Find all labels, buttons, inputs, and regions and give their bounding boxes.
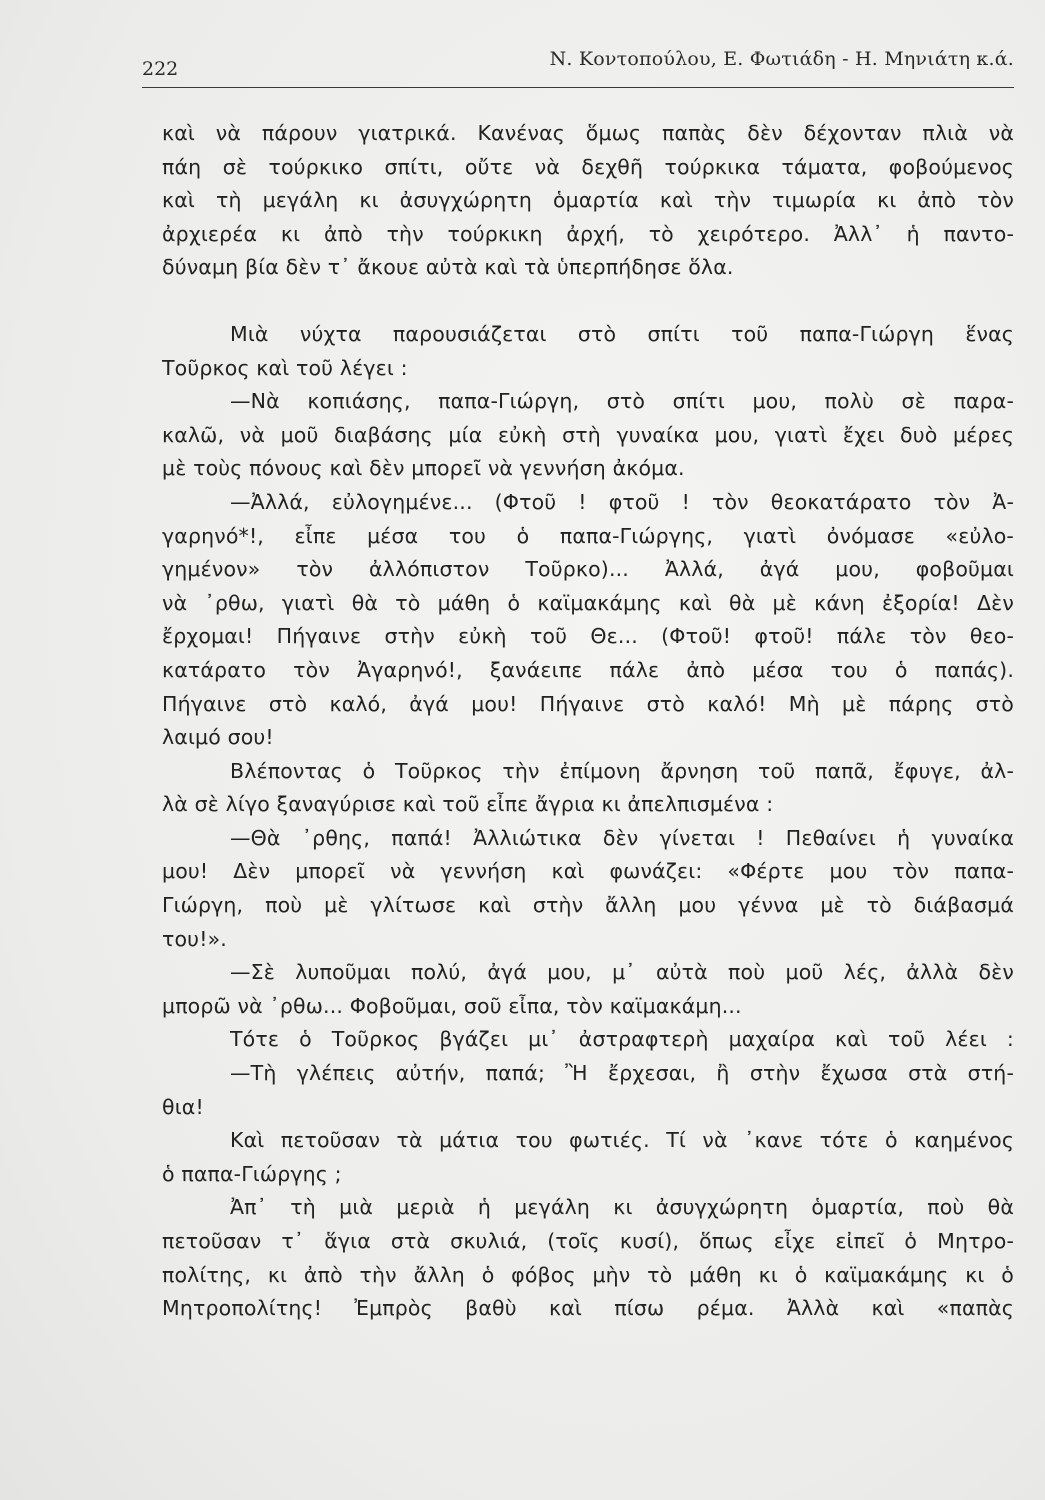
text-line: του!». [162, 926, 227, 951]
text-line: Καὶ πετοῦσαν τὰ μάτια του φωτιές. Τί νὰ ᾽κανε τότε ὁ καημένος [230, 1128, 1014, 1153]
text-line: καὶ τὴ μεγάλη κι ἀσυγχώρητη ὁμαρτία καὶ τὴν τιμωρία κι ἀπὸ τὸν [162, 188, 1014, 213]
header-rule [142, 87, 1014, 88]
text-line: —Θὰ ᾽ρθης, παπά! Ἀλλιώτικα δὲν γίνεται ! Πεθαίνει ἡ γυναίκα [230, 825, 1014, 850]
text-line: Μητροπολίτης! Ἐμπρὸς βαθὺ καὶ πίσω ρέμα. Ἀλλὰ καὶ «παπὰς [162, 1296, 1014, 1321]
text-line: —Σὲ λυποῦμαι πολύ, ἀγά μου, μ᾽ αὐτὰ ποὺ μοῦ λές, ἀλλὰ δὲν [230, 960, 1014, 985]
text-line: θια! [162, 1094, 204, 1119]
text-line: λαιμό σου! [162, 725, 274, 750]
text-line: Βλέποντας ὁ Τοῦρκος τὴν ἐπίμονη ἄρνηση τοῦ παπᾶ, ἔφυγε, ἀλ- [230, 758, 1014, 783]
text-line: δύναμη βία δὲν τ᾽ ἄκουε αὐτὰ καὶ τὰ ὑπερπήδησε ὅλα. [162, 255, 734, 280]
text-line: ἀρχιερέα κι ἀπὸ τὴν τούρκικη ἀρχή, τὸ χειρότερο. Ἀλλ᾽ ἡ παντο- [162, 221, 1014, 246]
text-line: πάη σὲ τούρκικο σπίτι, οὔτε νὰ δεχθῆ τούρκικα τάματα, φοβούμενος [162, 154, 1014, 179]
text-line: Τότε ὁ Τοῦρκος βγάζει μι᾽ ἀστραφτερὴ μαχαίρα καὶ τοῦ λέει : [230, 1027, 1014, 1052]
text-line: νὰ ᾽ρθω, γιατὶ θὰ τὸ μάθη ὁ καϊμακάμης καὶ θὰ μὲ κάνη ἐξορία! Δὲν [162, 590, 1014, 615]
text-line: πετοῦσαν τ᾽ ἅγια στὰ σκυλιά, (τοῖς κυσί), ὅπως εἶχε εἰπεῖ ὁ Μητρο- [162, 1229, 1014, 1253]
text-line: γημένον» τὸν ἀλλόπιστον Τοῦρκο)... Ἀλλά, ἀγά μου, φοβοῦμαι [162, 557, 1014, 582]
text-line: Μιὰ νύχτα παρουσιάζεται στὸ σπίτι τοῦ παπα-Γιώργη ἕνας [230, 321, 1014, 346]
text-line: ἔρχομαι! Πήγαινε στὴν εὐκὴ τοῦ Θε... (Φτοῦ! φτοῦ! πάλε τὸν θεο- [162, 624, 1014, 649]
body-text [162, 117, 1014, 1326]
text-line: Πήγαινε στὸ καλό, ἀγά μου! Πήγαινε στὸ καλό! Μὴ μὲ πάρης στὸ [162, 691, 1014, 716]
text-line: —Νὰ κοπιάσης, παπα-Γιώργη, στὸ σπίτι μου, πολὺ σὲ παρα- [230, 389, 1014, 414]
text-line: μὲ τοὺς πόνους καὶ δὲν μπορεῖ νὰ γεννήση ἀκόμα. [162, 456, 685, 481]
text-line: καλῶ, νὰ μοῦ διαβάσης μία εὐκὴ στὴ γυναίκα μου, γιατὶ ἔχει δυὸ μέρες [162, 422, 1014, 447]
text-line: γαρηνό*!, εἶπε μέσα του ὁ παπα-Γιώργης, γιατὶ ὀνόμασε «εὐλο- [162, 523, 1014, 548]
text-line: κατάρατο τὸν Ἀγαρηνό!, ξανάειπε πάλε ἀπὸ μέσα του ὁ παπάς). [162, 657, 1014, 682]
page-header [142, 48, 1014, 82]
text-line: —Ἀλλά, εὐλογημένε... (Φτοῦ ! φτοῦ ! τὸν θεοκατάρατο τὸν Ἀ- [230, 489, 1014, 514]
page-number: 222 [142, 58, 179, 80]
text-line: πολίτης, κι ἀπὸ τὴν ἄλλη ὁ φόβος μὴν τὸ μάθη κι ὁ καϊμακάμης κι ὁ [162, 1262, 1014, 1287]
text-line: Γιώργη, ποὺ μὲ γλίτωσε καὶ στὴν ἄλλη μου γέννα μὲ τὸ διάβασμά [162, 893, 1014, 918]
text-line: μπορῶ νὰ ᾽ρθω... Φοβοῦμαι, σοῦ εἶπα, τὸν καϊμακάμη... [162, 993, 742, 1018]
text-line: —Τὴ γλέπεις αὐτήν, παπά; Ἢ ἔρχεσαι, ἢ στὴν ἔχωσα στὰ στή- [230, 1061, 1014, 1086]
text-line: ὁ παπα-Γιώργης ; [162, 1161, 342, 1186]
text-line: λὰ σὲ λίγο ξαναγύρισε καὶ τοῦ εἶπε ἄγρια κι ἀπελπισμένα : [162, 792, 774, 817]
running-head: Ν. Κοντοπούλου, Ε. Φωτιάδη - Η. Μηνιάτη κ.ά. [549, 48, 1014, 70]
text-line: Τοῦρκος καὶ τοῦ λέγει : [162, 355, 408, 380]
text-line: μου! Δὲν μπορεῖ νὰ γεννήση καὶ φωνάζει: «Φέρτε μου τὸν παπα- [162, 859, 1014, 884]
text-line: καὶ νὰ πάρουν γιατρικά. Κανένας ὅμως παπὰς δὲν δέχονταν πλιὰ νὰ [162, 121, 1014, 145]
text-line: Ἀπ᾽ τὴ μιὰ μεριὰ ἡ μεγάλη κι ἀσυγχώρητη ὁμαρτία, ποὺ θὰ [230, 1195, 1014, 1220]
